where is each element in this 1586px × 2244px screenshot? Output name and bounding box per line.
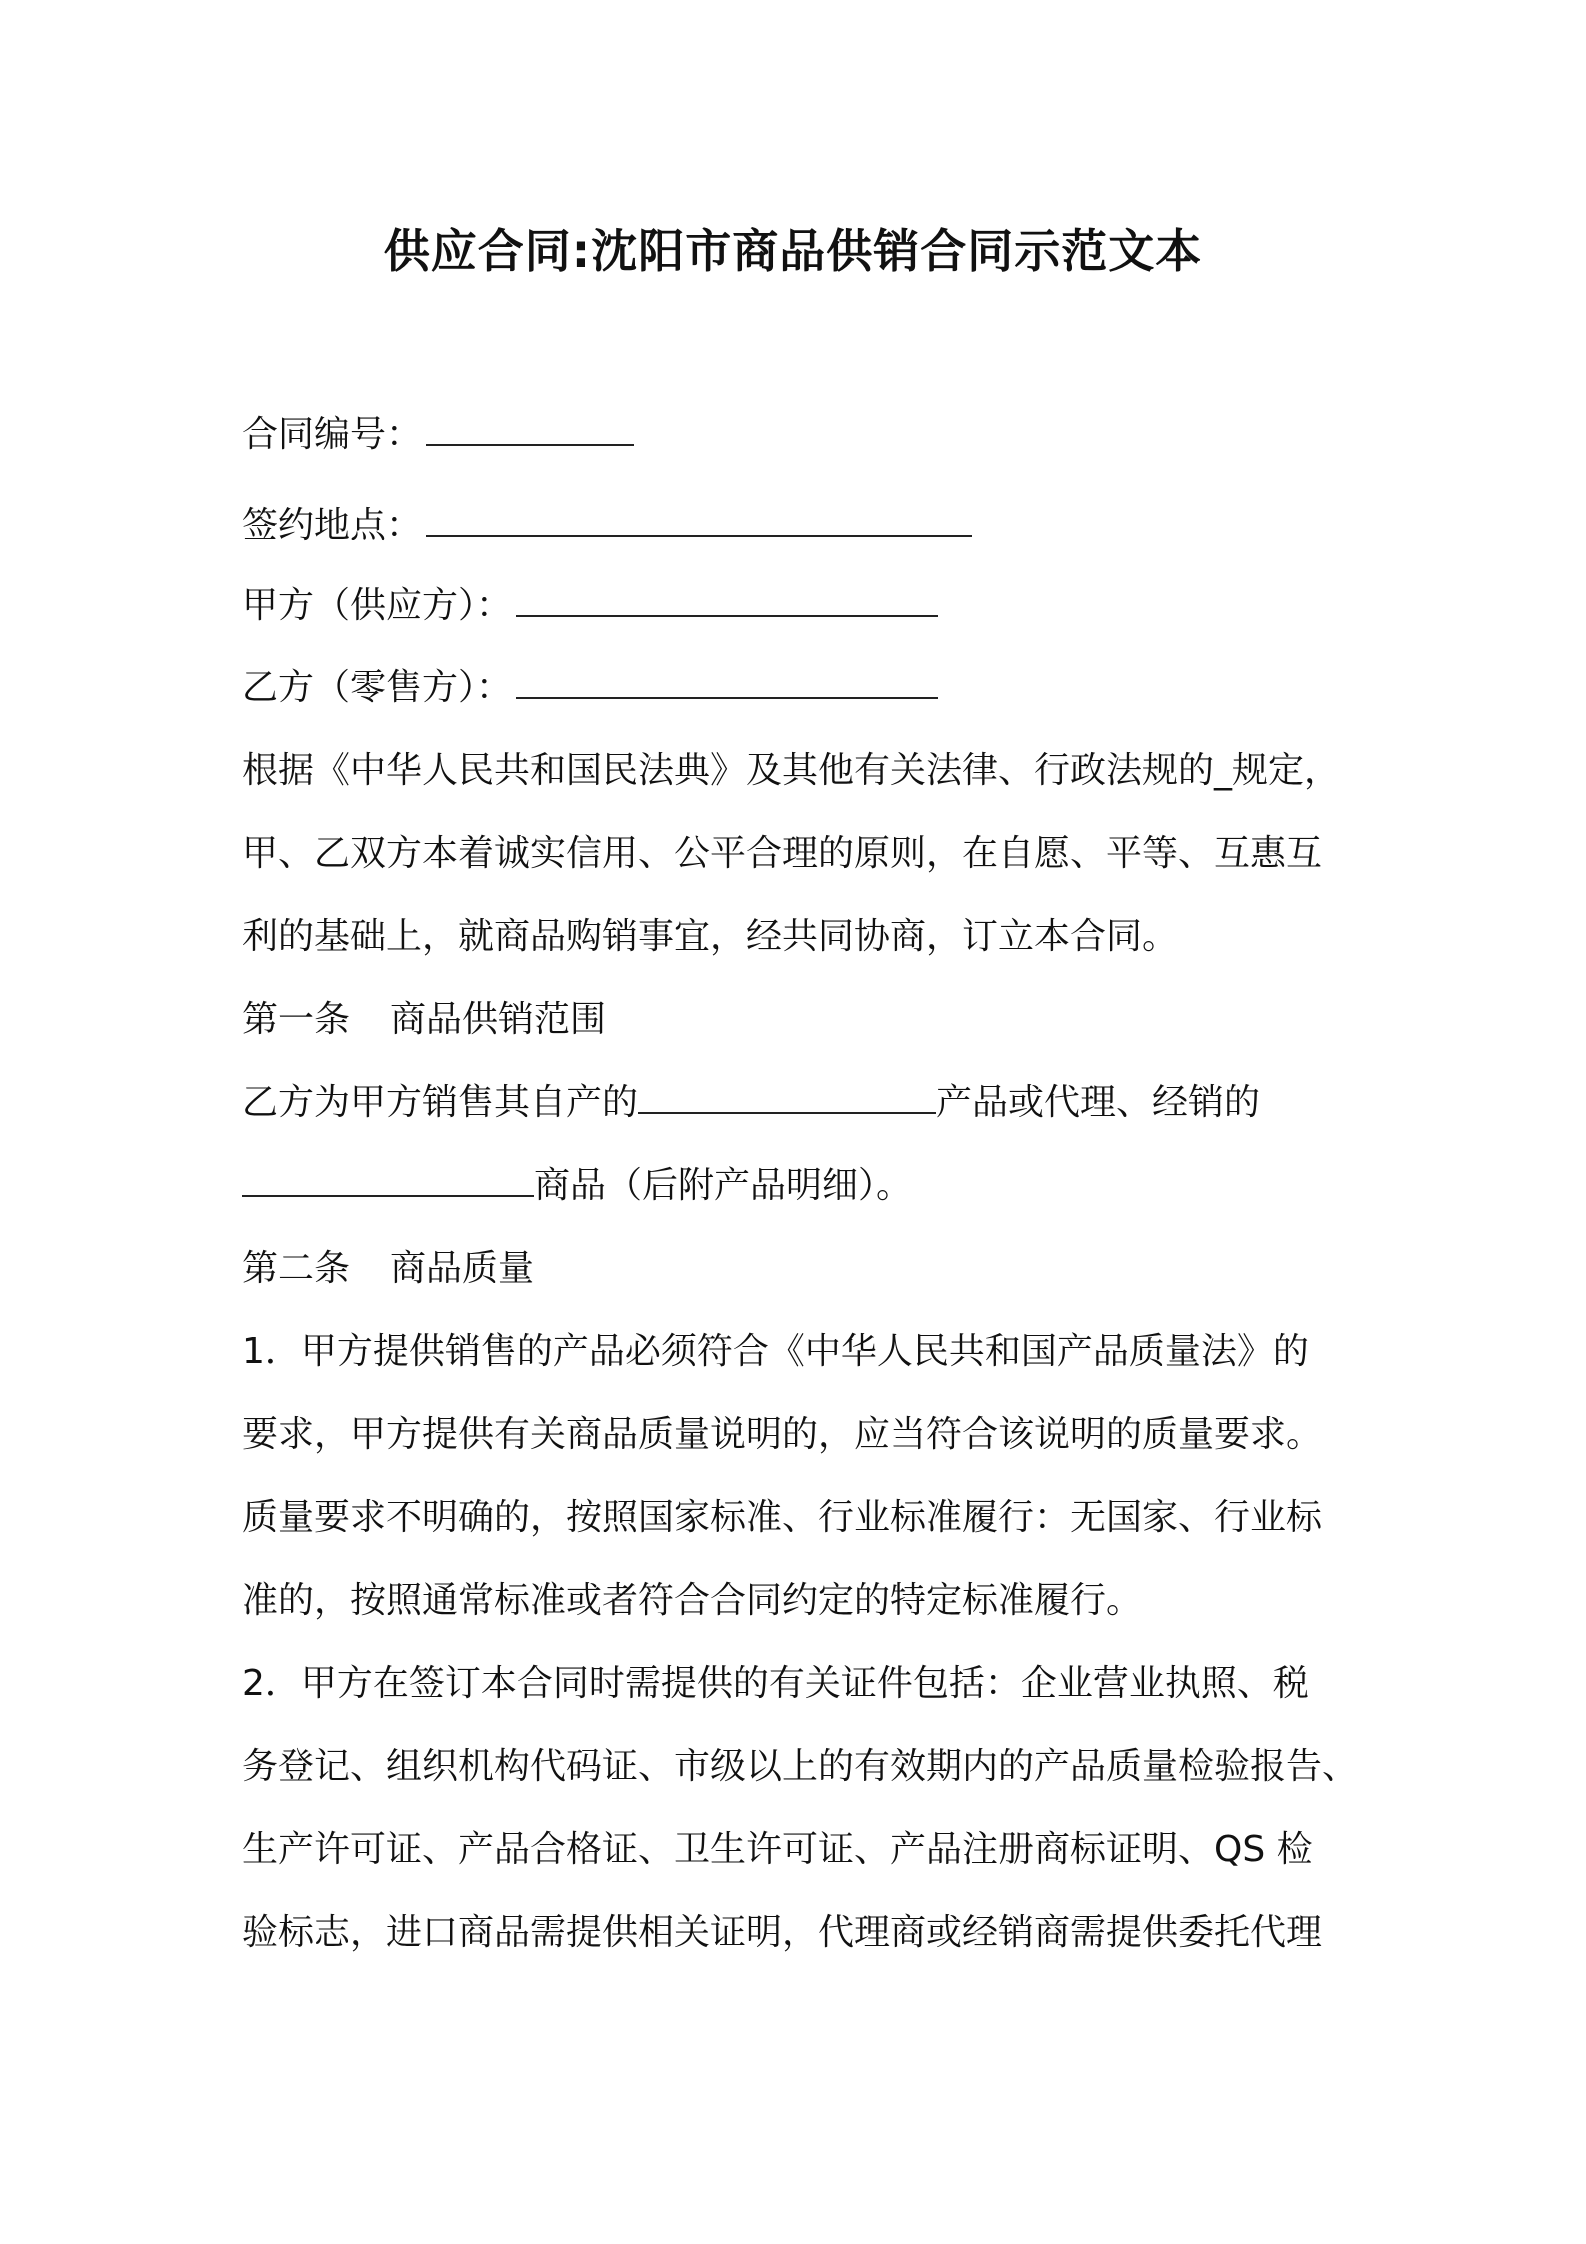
article-1-line-2 [242, 1156, 912, 1216]
party-a-blank [516, 579, 938, 617]
article-2-line-6: 务登记、组织机构代码证、市级以上的有效期内的产品质量检验报告、 [242, 1746, 1359, 1787]
article-1-title: 商品供销范围 [390, 999, 607, 1040]
article-2-line-8: 验标志，进口商品需提供相关证明，代理商或经销商需提供委托代理 [242, 1912, 1323, 1953]
article-2-line-5: 2．甲方在签订本合同时需提供的有关证件包括：企业营业执照、税 [242, 1663, 1309, 1704]
intro-line-2: 甲、乙双方本着诚实信用、公平合理的原则，在自愿、平等、互惠互 [242, 833, 1323, 874]
article-2-number: 第二条 [242, 1248, 351, 1289]
party-a-label: 甲方（供应方）： [242, 585, 513, 626]
own-product-blank [638, 1076, 936, 1114]
party-b-blank [516, 661, 938, 699]
article-2-title: 商品质量 [390, 1248, 535, 1289]
intro-line-1: 根据《中华人民共和国民法典》及其他有关法律、行政法规的_规定， [242, 750, 1341, 791]
article-1-line-1 [242, 1073, 1260, 1133]
agency-product-blank [242, 1159, 534, 1197]
article-1-text-c: 商品（后附产品明细）。 [534, 1165, 913, 1206]
article-2-line-2: 要求，甲方提供有关商品质量说明的，应当符合该说明的质量要求。 [242, 1414, 1323, 1455]
article-1-text-b: 产品或代理、经销的 [936, 1082, 1261, 1123]
article-2-line-3: 质量要求不明确的，按照国家标准、行业标准履行：无国家、行业标 [242, 1497, 1323, 1538]
article-1-heading [242, 990, 606, 1050]
article-2-line-7: 生产许可证、产品合格证、卫生许可证、产品注册商标证明、QS 检 [242, 1829, 1313, 1870]
sign-place-label: 签约地点： [242, 505, 423, 546]
sign-place-line [242, 496, 972, 556]
article-2-heading [242, 1239, 534, 1299]
article-2-line-1: 1．甲方提供销售的产品必须符合《中华人民共和国产品质量法》的 [242, 1331, 1309, 1372]
party-a-line [242, 576, 938, 636]
article-1-number: 第一条 [242, 999, 351, 1040]
intro-line-3: 利的基础上，就商品购销事宜，经共同协商，订立本合同。 [242, 916, 1179, 957]
party-b-label: 乙方（零售方）： [242, 667, 513, 708]
contract-number-blank [426, 408, 634, 446]
article-2-line-4: 准的，按照通常标准或者符合合同约定的特定标准履行。 [242, 1580, 1143, 1621]
contract-number-label: 合同编号： [242, 414, 423, 455]
sign-place-blank [426, 499, 972, 537]
article-1-text-a: 乙方为甲方销售其自产的 [242, 1082, 639, 1123]
party-b-line [242, 658, 938, 718]
document-title: 供应合同:沈阳市商品供销合同示范文本 [383, 224, 1203, 278]
contract-number-line [242, 405, 634, 465]
